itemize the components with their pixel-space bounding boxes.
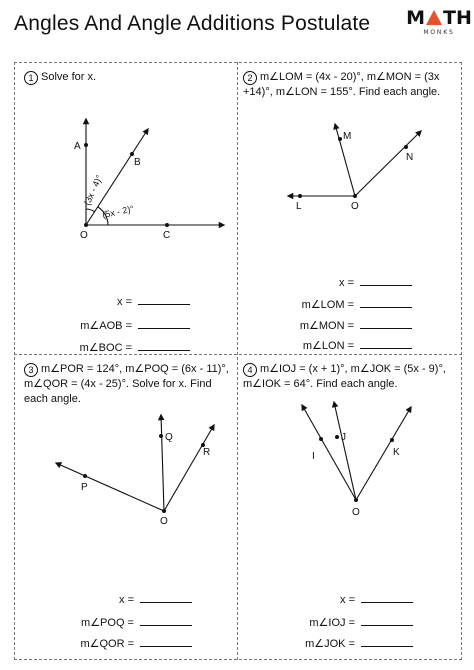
- answer-blank[interactable]: [138, 303, 190, 305]
- label-i: I: [312, 451, 315, 462]
- problem-3-text: m∠POR = 124°, m∠POQ = (6x - 11)°, m∠QOR = (4x - 25)°. Solve for x. Find each angle.: [24, 363, 229, 405]
- answer-row[interactable]: [282, 319, 412, 332]
- problem-1-text: Solve for x.: [41, 71, 97, 83]
- ray-ok: [356, 407, 411, 500]
- answer-blank[interactable]: [360, 347, 412, 349]
- label-m: M: [343, 131, 352, 142]
- point-o-2: [353, 194, 357, 198]
- answer-row[interactable]: [62, 637, 192, 650]
- answer-label: m∠POQ =: [81, 617, 134, 629]
- answer-label: m∠LOM =: [301, 299, 354, 311]
- answer-label: x =: [119, 594, 134, 606]
- answer-row[interactable]: [282, 339, 412, 352]
- answer-row[interactable]: [282, 298, 412, 311]
- diagram-3: [56, 415, 214, 527]
- label-o-2: O: [351, 201, 359, 212]
- ray-oj: [334, 402, 356, 500]
- label-o: O: [80, 230, 88, 241]
- answer-label: m∠BOC =: [79, 342, 132, 354]
- answer-blank[interactable]: [138, 349, 190, 351]
- ray-op: [56, 463, 164, 511]
- diagram-4: [302, 402, 411, 518]
- diagram-2: [288, 124, 421, 212]
- point-a: [84, 143, 88, 147]
- answer-row[interactable]: [283, 637, 413, 650]
- label-o-3: O: [160, 516, 168, 527]
- angle-label-boc: (5x - 2)°: [101, 203, 135, 220]
- answer-row[interactable]: [283, 594, 413, 606]
- problem-number-badge: 2: [243, 71, 257, 85]
- angle-label-aob: (3x - 4)°: [81, 173, 105, 207]
- logo-subtitle: MONKS: [423, 29, 455, 36]
- point-o-3: [162, 509, 166, 513]
- ray-on: [355, 131, 421, 196]
- problem-number-badge: 4: [243, 363, 257, 377]
- answer-blank[interactable]: [360, 327, 412, 329]
- answer-blank[interactable]: [138, 327, 190, 329]
- answer-label: m∠MON =: [299, 320, 354, 332]
- logo-wordmark: M TH: [406, 7, 472, 29]
- problem-number-badge: 1: [24, 71, 38, 85]
- point-k: [390, 438, 394, 442]
- label-n: N: [406, 152, 414, 163]
- answer-blank[interactable]: [140, 645, 192, 647]
- label-l: L: [296, 201, 302, 212]
- page-title: Angles And Angle Additions Postulate: [14, 12, 371, 35]
- answer-label: x =: [339, 277, 354, 289]
- point-c: [165, 223, 169, 227]
- answer-blank[interactable]: [360, 306, 412, 308]
- problem-2-text: m∠LOM = (4x - 20)°, m∠MON = (3x +14)°, m∠LON = 155°. Find each angle.: [243, 71, 441, 98]
- answer-row[interactable]: [60, 319, 190, 332]
- answer-row[interactable]: [60, 341, 190, 354]
- answer-label: x =: [340, 594, 355, 606]
- answer-blank[interactable]: [360, 284, 412, 286]
- answer-row[interactable]: [62, 616, 192, 629]
- answer-blank[interactable]: [140, 624, 192, 626]
- answer-blank[interactable]: [361, 645, 413, 647]
- point-o: [84, 223, 88, 227]
- point-i: [319, 437, 323, 441]
- point-m: [338, 137, 342, 141]
- answer-row[interactable]: [60, 296, 190, 308]
- label-a: A: [74, 141, 81, 152]
- label-q: Q: [165, 432, 173, 443]
- ray-oq: [161, 415, 164, 511]
- answer-row[interactable]: [282, 277, 412, 289]
- point-p: [83, 474, 87, 478]
- label-r: R: [203, 447, 211, 458]
- label-c: C: [163, 230, 171, 241]
- answer-label: m∠IOJ =: [309, 617, 355, 629]
- answer-label: m∠LON =: [302, 340, 354, 352]
- point-l: [298, 194, 302, 198]
- point-j: [335, 435, 339, 439]
- ray-oi: [302, 405, 356, 500]
- answer-blank[interactable]: [361, 601, 413, 603]
- answer-blank[interactable]: [140, 601, 192, 603]
- point-b: [130, 152, 134, 156]
- point-n: [404, 145, 408, 149]
- label-o-4: O: [352, 507, 360, 518]
- point-q: [159, 434, 163, 438]
- problem-number-badge: 3: [24, 363, 38, 377]
- answer-label: m∠JOK =: [305, 638, 355, 650]
- answer-row[interactable]: [283, 616, 413, 629]
- label-b: B: [134, 157, 141, 168]
- label-k: K: [393, 447, 400, 458]
- answer-label: m∠AOB =: [80, 320, 132, 332]
- label-p: P: [81, 482, 88, 493]
- answer-label: x =: [117, 296, 132, 308]
- label-j: J: [341, 432, 346, 443]
- angle-arc-aob: [86, 209, 95, 212]
- point-o-4: [354, 498, 358, 502]
- answer-row[interactable]: [62, 594, 192, 606]
- problem-4-text: m∠IOJ = (x + 1)°, m∠JOK = (5x - 9)°, m∠IOK = 64°. Find each angle.: [243, 363, 446, 390]
- answer-blank[interactable]: [361, 624, 413, 626]
- answer-label: m∠QOR =: [80, 638, 134, 650]
- diagram-1: [74, 119, 224, 241]
